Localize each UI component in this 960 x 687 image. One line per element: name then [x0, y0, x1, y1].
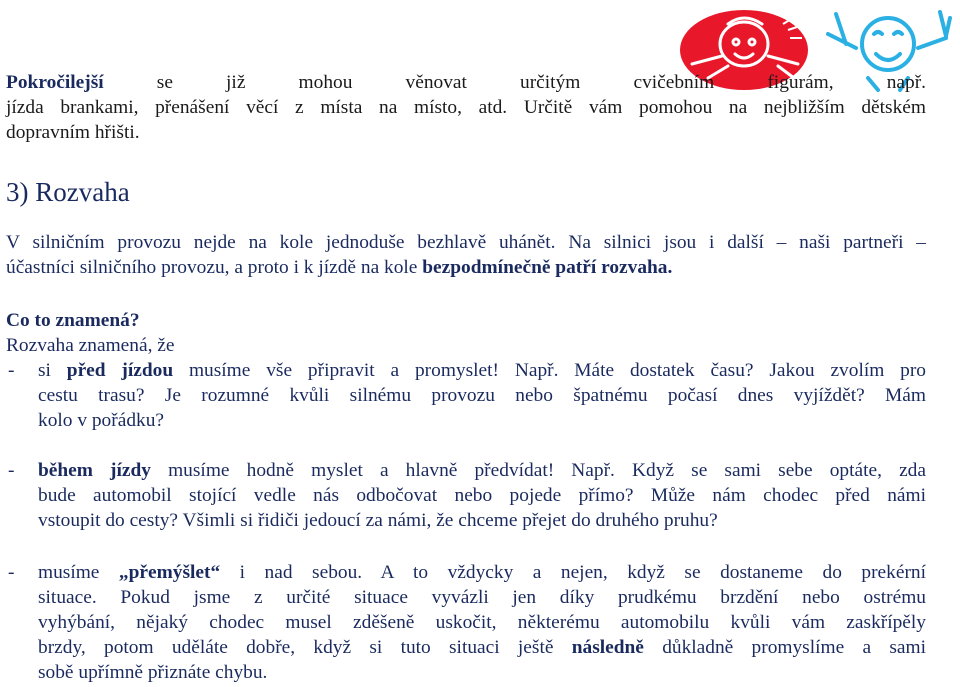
list-item-1-rest: musíme vše připravit a promyslet! Např. Máte dostatek času? Jakou zvolím pro	[173, 360, 926, 381]
intro-line-3: dopravním hřišti.	[6, 122, 140, 143]
list-item-2	[8, 459, 926, 484]
list-item-1-line-2: cestu trasu? Je rozumné kvůli silnému provozu nebo špatnému počasí dnes vyjíždět? Mám	[38, 385, 926, 406]
section-p1-line-1: V silničním provozu nejde na kole jednoduše bezhlavě uhánět. Na silnici jsou i další – naši partneři –	[6, 232, 926, 253]
list-item-3-line-4	[38, 636, 926, 661]
list-item-3-rest: i nad sebou. A to vždycky a nejen, když se dostaneme do prekérní	[220, 562, 926, 583]
list-item-2-line-3: vstoupit do cesty? Všimli si řidiči jedoucí za námi, že chceme přejet do druhého pruhu?	[38, 510, 718, 531]
list-item-1	[8, 359, 926, 384]
list-item-3-line-3: vyhýbání, nějaký chodec musel zděšeně uskočit, některému automobilu kvůli vám zaskřípěly	[38, 612, 926, 633]
list-item-3-line-2: situace. Pokud jsme z určité situace vyvázli jen díky prudkému brzdění nebo ostrému	[38, 587, 926, 608]
list-item-2-rest: musíme hodně myslet a hlavně předvídat! Např. Když se sami sebe optáte, zda	[150, 460, 926, 481]
intro-line-2: jízda brankami, přenášení věcí z místa na místo, atd. Určitě vám pomohou na nejbližším dětském	[6, 97, 926, 118]
list-item-1-pre: si	[38, 360, 67, 381]
intro-line-1	[6, 71, 926, 96]
list-dash: -	[8, 460, 15, 481]
list-item-2-bold: během jízdy	[38, 460, 151, 481]
section-p1-line-2-text: účastníci silničního provozu, a proto i k jízdě na kole	[6, 257, 423, 278]
intro-line-1-text: se již mohou věnovat určitým cvičebním figurám, např.	[103, 72, 926, 93]
list-item-3-line-4-bold: následně	[571, 637, 644, 658]
list-item-1-bold: před jízdou	[66, 360, 174, 381]
list-item-3-line-4-start: brzdy, potom uděláte dobře, když si tuto situaci ještě	[38, 637, 572, 658]
intro-lead-bold: Pokročilejší	[6, 72, 104, 93]
question-line	[6, 309, 926, 334]
list-item-3	[8, 561, 926, 586]
list-dash: -	[8, 360, 15, 381]
question-text: Co to znamená?	[6, 310, 140, 331]
list-item-3-line-5: sobě upřímně přiznáte chybu.	[38, 662, 268, 683]
section-p1-line-2	[6, 256, 926, 281]
means-line: Rozvaha znamená, že	[6, 335, 175, 356]
section-heading: 3) Rozvaha	[6, 177, 130, 207]
list-item-3-line-4-end: důkladně promyslíme a sami	[643, 637, 926, 658]
section-p1-line-2-bold: bezpodmínečně patří rozvaha.	[422, 257, 673, 278]
list-item-3-bold: „přemýšlet“	[118, 562, 221, 583]
list-dash: -	[8, 562, 15, 583]
list-item-3-pre: musíme	[38, 562, 119, 583]
list-item-1-line-3: kolo v pořádku?	[38, 410, 165, 431]
list-item-2-line-2: bude automobil stojící vedle nás odbočovat nebo pojede přímo? Může nám chodec před námi	[38, 485, 926, 506]
